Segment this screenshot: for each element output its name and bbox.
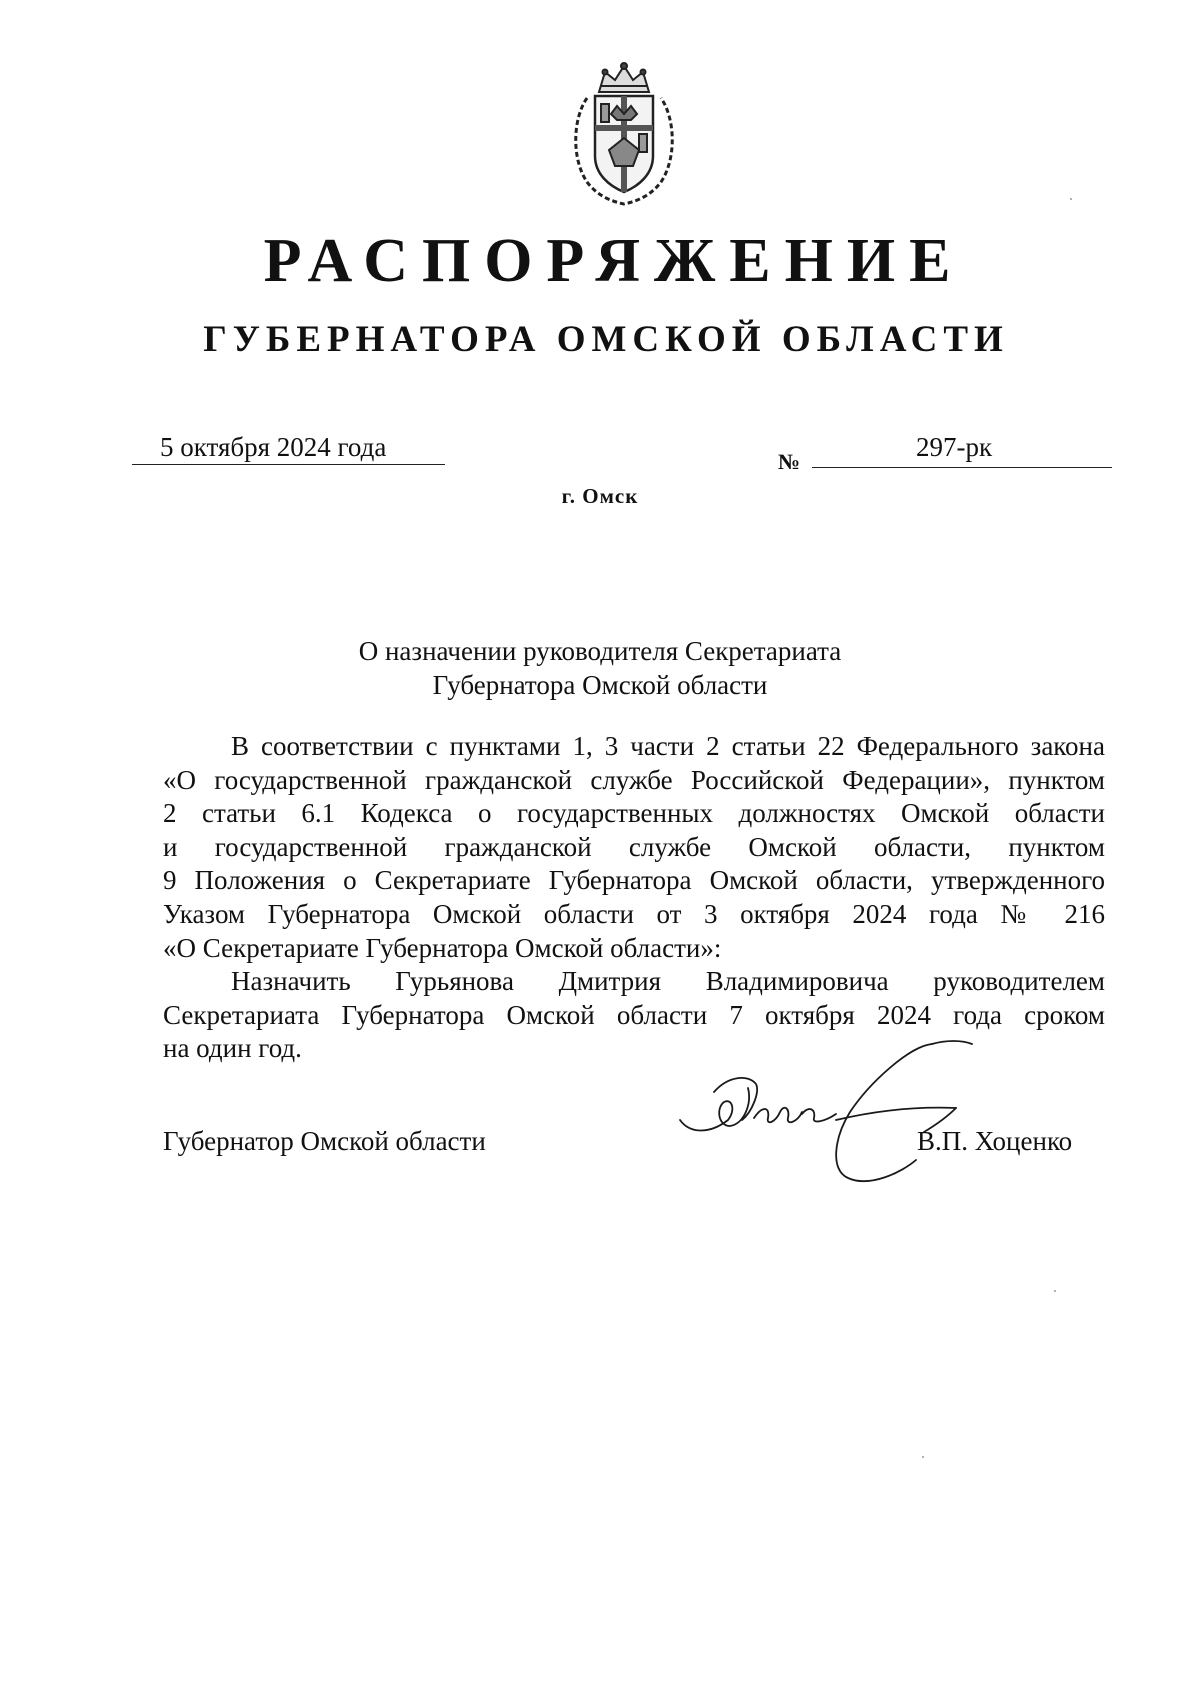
body-line: Секретариата Губернатора Омской области 7 октября 2024 года сроком: [163, 999, 1105, 1030]
document-title: РАСПОРЯЖЕНИЕ: [263, 227, 965, 295]
coat-of-arms-icon: [565, 58, 683, 206]
handwritten-signature-icon: [670, 1022, 1020, 1202]
body-line: «О государственной гражданской службе Российской Федерации», пунктом: [163, 764, 1105, 795]
document-number: 297-рк: [916, 432, 993, 462]
body-line: «О Секретариате Губернатора Омской области»:: [163, 932, 722, 963]
scan-speck: [1054, 1290, 1056, 1292]
subject-line: Губернатора Омской области: [432, 670, 768, 700]
body-line: Указом Губернатора Омской области от 3 октября 2024 года № 216: [163, 898, 1105, 929]
document-city: г. Омск: [561, 484, 639, 508]
scan-speck: [1070, 198, 1072, 200]
signatory-position: Губернатор Омской области: [163, 1126, 486, 1156]
date-underline: [132, 464, 445, 465]
body-line: 2 статьи 6.1 Кодекса о государственных должностях Омской области: [163, 798, 1105, 829]
document-subtitle: ГУБЕРНАТОРА ОМСКОЙ ОБЛАСТИ: [203, 319, 1009, 360]
body-line: на один год.: [163, 1033, 302, 1064]
number-sign: №: [778, 449, 801, 474]
scan-speck: [922, 1456, 924, 1458]
signatory-name: В.П. Хоценко: [917, 1126, 1073, 1156]
body-line: В соответствии с пунктами 1, 3 части 2 статьи 22 Федерального закона: [231, 731, 1105, 761]
document-subject: [0, 634, 1200, 702]
body-line: и государственной гражданской службе Омской области, пунктом: [163, 831, 1105, 862]
subject-line: О назначении руководителя Секретариата: [358, 636, 842, 666]
body-line: 9 Положения о Секретариате Губернатора Омской области, утвержденного: [163, 865, 1105, 896]
number-underline: [812, 467, 1112, 468]
body-line: Назначить Гурьянова Дмитрия Владимировича руководителем: [231, 966, 1105, 997]
document-date: 5 октября 2024 года: [160, 432, 387, 462]
document-body: [163, 730, 1105, 1066]
